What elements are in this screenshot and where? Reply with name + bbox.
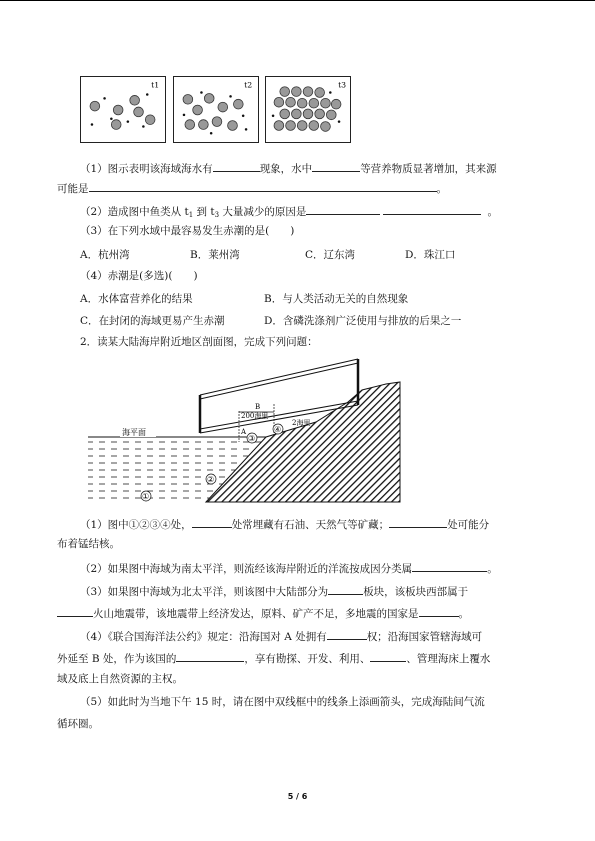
page-top-rule <box>0 0 595 1</box>
s2-q5-line2: 循环圈。 <box>57 718 99 730</box>
q1-line2: 可能是 。 <box>57 180 577 196</box>
q1-line1: （1）图示表明该海域海水有 现象，水中 等营养物质显著增加，其来源 <box>80 160 580 176</box>
s2-q1-line1: （1）图中①②③④处， 处常埋藏有石油、天然气等矿藏； 处可能分 <box>80 516 580 532</box>
q3-option-c[interactable]: C．辽东湾 <box>305 249 356 261</box>
label-distance: 200海里 <box>241 412 269 420</box>
s2-q1-blank-manganese[interactable] <box>389 516 447 528</box>
page-number: 5 / 6 <box>287 792 308 801</box>
q3-stem: （3）在下列水域中最容易发生赤潮的是( ) <box>80 225 295 237</box>
marker-2: ② <box>207 475 215 484</box>
figure-box-t1-label: t1 <box>151 80 160 90</box>
q2-blank-2[interactable] <box>383 203 481 215</box>
s2-q3-blank-country[interactable] <box>419 605 459 617</box>
marker-1: ① <box>142 492 150 501</box>
q3-option-a[interactable]: A．杭州湾 <box>80 249 130 261</box>
s2-q3-line1: （3）如果图中海域为北太平洋，则该图中大陆部分为 板块，该板块西部属于 <box>80 583 580 599</box>
s2-q3-blank-belt[interactable] <box>57 605 93 617</box>
label-b: B <box>255 403 261 411</box>
s2-q1-line2: 布着锰结核。 <box>57 538 120 550</box>
section2-title: 2．读某大陆海岸附近地区剖面图，完成下列问题： <box>80 336 318 348</box>
marker-3: ③ <box>248 434 256 443</box>
q4-option-b[interactable]: B．与人类活动无关的自然现象 <box>264 293 409 305</box>
q1-blank-nutrients[interactable] <box>312 160 360 172</box>
q4-option-c[interactable]: C．在封闭的海域更易产生赤潮 <box>80 315 225 327</box>
label-sea-level: 海平面 <box>122 428 146 437</box>
label-depth: 2海里 <box>292 419 311 427</box>
q3-option-d[interactable]: D．珠江口 <box>405 249 456 261</box>
s2-q4-line2: 外延至 B 处，作为该国的 ，享有勘探、开发、利用、 、管理海床上覆水 <box>57 650 577 666</box>
figure-box-t3 <box>265 76 351 143</box>
s2-q4-blank-protect[interactable] <box>370 650 406 662</box>
s2-q2-blank-current[interactable] <box>412 560 487 572</box>
marker-4: ④ <box>274 425 282 434</box>
label-a: A <box>241 428 247 436</box>
q4-option-a[interactable]: A．水体富营养化的结果 <box>80 293 193 305</box>
s2-q3-line2: 火山地震带，该地震带上经济发达，原料、矿产不足，多地震的国家是 。 <box>57 605 577 621</box>
s2-q1-blank-oil[interactable] <box>192 516 232 528</box>
figure-box-t2 <box>173 76 259 143</box>
s2-q5-line1: （5）如此时为当地下午 15 时，请在图中双线框中的线条上添画箭头，完成海陆间气流 <box>80 696 485 708</box>
q4-option-d[interactable]: D．含磷洗涤剂广泛使用与排放的后果之一 <box>264 315 462 327</box>
figure-box-t3-label: t3 <box>338 80 347 90</box>
s2-q4-blank-zone[interactable] <box>176 650 244 662</box>
figure-box-t1 <box>80 76 166 143</box>
q1-blank-source[interactable] <box>89 180 437 192</box>
q3-option-b[interactable]: B．莱州湾 <box>190 249 240 261</box>
s2-q4-line1: （4）《联合国海洋法公约》规定：沿海国对 A 处拥有 权；沿海国家管辖海域可 <box>80 628 580 644</box>
s2-q2-line: （2）如果图中海域为南太平洋，则流经该海岸附近的洋流按成因分类属 。 <box>80 560 580 576</box>
s2-q3-blank-plate[interactable] <box>328 583 363 595</box>
coastal-profile-figure <box>86 354 402 506</box>
figure-box-t2-label: t2 <box>244 80 253 90</box>
q4-stem: （4）赤潮是(多选)( ) <box>80 270 198 282</box>
q2-line: （2）造成图中鱼类从 $t_1$ 到 $t_3$ 大量减少的原因是 。 <box>80 203 580 222</box>
q1-blank-phenomenon[interactable] <box>213 160 260 172</box>
s2-q4-line3: 域及底上自然资源的主权。 <box>57 673 183 685</box>
q2-blank-1[interactable] <box>306 203 380 215</box>
s2-q4-blank-right[interactable] <box>327 628 367 640</box>
